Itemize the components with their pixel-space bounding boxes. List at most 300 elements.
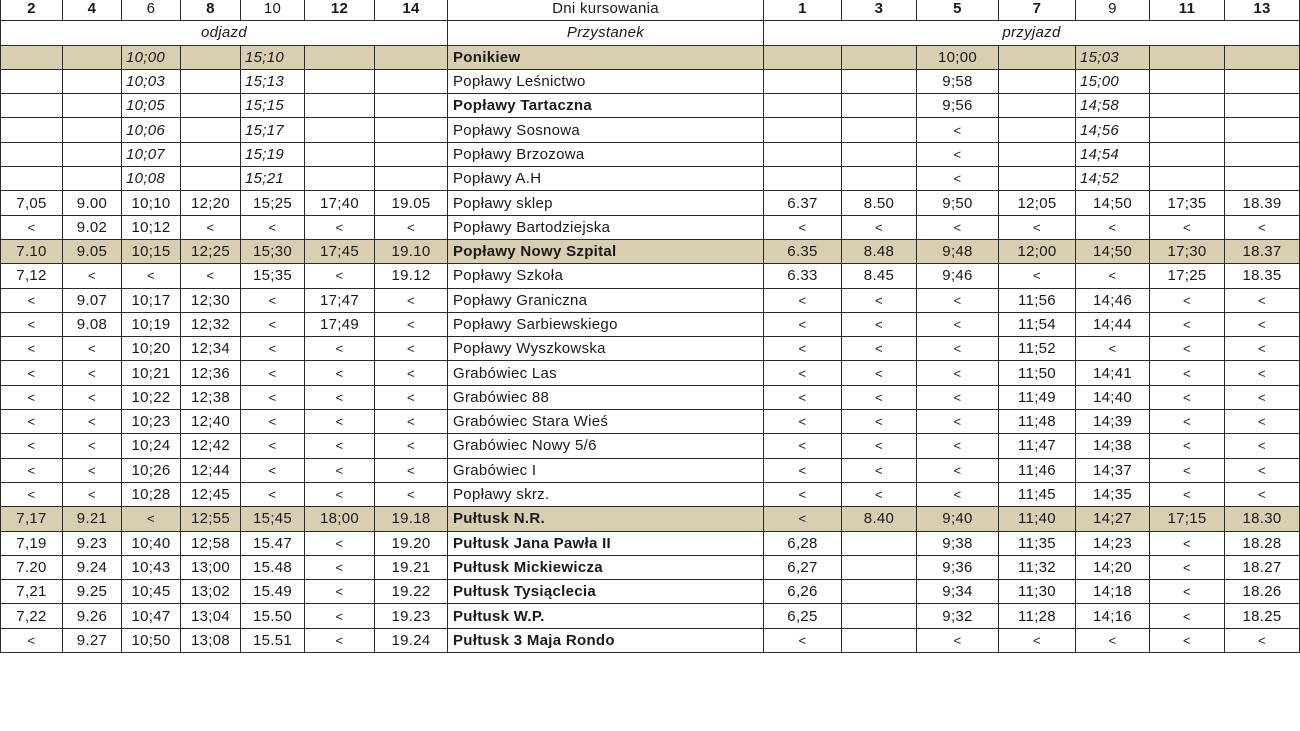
departure-time-cell: 10;45 xyxy=(122,580,181,604)
table-row xyxy=(1,458,1300,482)
departure-label: odjazd xyxy=(1,21,448,45)
departure-time-cell: < xyxy=(375,288,448,312)
departure-time-cell: < xyxy=(63,410,122,434)
arrival-time-cell xyxy=(999,45,1076,69)
arrival-time-cell: < xyxy=(1150,434,1225,458)
table-row xyxy=(1,288,1300,312)
arrival-time-cell: 9;32 xyxy=(917,604,999,628)
timetable-body xyxy=(1,0,1300,653)
departure-time-cell xyxy=(181,94,241,118)
departure-time-cell: 10;23 xyxy=(122,410,181,434)
arrival-time-cell: < xyxy=(1150,410,1225,434)
arrival-time-cell: < xyxy=(764,434,842,458)
departure-time-cell: < xyxy=(305,361,375,385)
table-row xyxy=(1,434,1300,458)
departure-time-cell: 12;25 xyxy=(181,239,241,263)
arrival-time-cell: < xyxy=(764,361,842,385)
arrival-time-cell: < xyxy=(842,288,917,312)
arrival-time-cell: < xyxy=(999,628,1076,652)
arrival-time-cell xyxy=(999,167,1076,191)
departure-time-cell: < xyxy=(1,628,63,652)
arrival-time-cell xyxy=(842,580,917,604)
arrival-time-cell: 17;35 xyxy=(1150,191,1225,215)
arrival-label: przyjazd xyxy=(764,21,1300,45)
departure-time-cell: 9.27 xyxy=(63,628,122,652)
arrival-time-cell: 9;50 xyxy=(917,191,999,215)
departure-time-cell: < xyxy=(375,361,448,385)
departure-time-cell: 12;55 xyxy=(181,507,241,531)
departure-time-cell: < xyxy=(305,434,375,458)
arrival-time-cell: 14;39 xyxy=(1076,410,1150,434)
departure-time-cell: 10;03 xyxy=(122,69,181,93)
departure-time-cell: < xyxy=(63,264,122,288)
stop-name: Popławy Sarbiewskiego xyxy=(448,312,764,336)
departure-time-cell: 7,12 xyxy=(1,264,63,288)
arrival-time-cell: 14;52 xyxy=(1076,167,1150,191)
arrival-time-cell: 14;27 xyxy=(1076,507,1150,531)
table-row xyxy=(1,312,1300,336)
arrival-time-cell: < xyxy=(1150,288,1225,312)
arrival-time-cell: 14;16 xyxy=(1076,604,1150,628)
departure-time-cell: < xyxy=(241,312,305,336)
arrival-time-cell xyxy=(842,604,917,628)
arrival-time-cell: < xyxy=(1225,337,1300,361)
departure-time-cell: 18;00 xyxy=(305,507,375,531)
departure-time-cell: < xyxy=(305,482,375,506)
stop-column-label: Przystanek xyxy=(448,21,764,45)
departure-time-cell: < xyxy=(63,361,122,385)
arrival-time-cell xyxy=(1150,118,1225,142)
departure-time-cell: 10;28 xyxy=(122,482,181,506)
arrival-time-cell: 18.30 xyxy=(1225,507,1300,531)
arrival-time-cell xyxy=(999,142,1076,166)
departure-time-cell: 12;40 xyxy=(181,410,241,434)
departure-time-cell: 15.48 xyxy=(241,555,305,579)
arrival-time-cell: 18.27 xyxy=(1225,555,1300,579)
arrival-time-cell: 18.37 xyxy=(1225,239,1300,263)
departure-time-cell: 19.05 xyxy=(375,191,448,215)
arrival-time-cell: < xyxy=(764,482,842,506)
arrival-time-cell: < xyxy=(842,312,917,336)
departure-time-cell: < xyxy=(1,482,63,506)
arrival-time-cell: 11;49 xyxy=(999,385,1076,409)
arrival-time-cell: < xyxy=(764,458,842,482)
arrival-time-cell: 9;34 xyxy=(917,580,999,604)
arrival-time-cell: < xyxy=(1150,458,1225,482)
departure-time-cell: 10;15 xyxy=(122,239,181,263)
stop-name: Popławy Brzozowa xyxy=(448,142,764,166)
arrival-time-cell: < xyxy=(1150,555,1225,579)
arrival-time-cell: 14;35 xyxy=(1076,482,1150,506)
departure-time-cell: 7,05 xyxy=(1,191,63,215)
departure-time-cell: < xyxy=(305,555,375,579)
departure-time-cell: < xyxy=(241,288,305,312)
course-number: 9 xyxy=(1076,0,1150,21)
departure-time-cell: < xyxy=(63,434,122,458)
arrival-time-cell xyxy=(1225,69,1300,93)
departure-time-cell: 7.20 xyxy=(1,555,63,579)
departure-time-cell: 10;26 xyxy=(122,458,181,482)
departure-time-cell: 10;24 xyxy=(122,434,181,458)
arrival-time-cell: < xyxy=(764,410,842,434)
arrival-time-cell xyxy=(842,45,917,69)
arrival-time-cell xyxy=(1225,118,1300,142)
arrival-time-cell xyxy=(764,94,842,118)
stop-name: Popławy Wyszkowska xyxy=(448,337,764,361)
departure-time-cell: 10;22 xyxy=(122,385,181,409)
arrival-time-cell xyxy=(764,45,842,69)
table-row xyxy=(1,142,1300,166)
arrival-time-cell: 12;05 xyxy=(999,191,1076,215)
departure-time-cell: < xyxy=(1,434,63,458)
stop-name: Grabówiec 88 xyxy=(448,385,764,409)
departure-time-cell xyxy=(181,142,241,166)
table-row xyxy=(1,337,1300,361)
arrival-time-cell: 14;44 xyxy=(1076,312,1150,336)
departure-time-cell: < xyxy=(375,312,448,336)
arrival-time-cell: < xyxy=(764,385,842,409)
departure-time-cell: 15;25 xyxy=(241,191,305,215)
arrival-time-cell: < xyxy=(917,385,999,409)
stop-name: Grabówiec Las xyxy=(448,361,764,385)
arrival-time-cell: 11;56 xyxy=(999,288,1076,312)
arrival-time-cell: < xyxy=(1225,361,1300,385)
departure-time-cell xyxy=(1,69,63,93)
arrival-time-cell xyxy=(842,69,917,93)
arrival-time-cell xyxy=(1225,94,1300,118)
departure-time-cell: 7,22 xyxy=(1,604,63,628)
arrival-time-cell: < xyxy=(842,361,917,385)
arrival-time-cell xyxy=(1150,94,1225,118)
departure-time-cell: 15;10 xyxy=(241,45,305,69)
arrival-time-cell xyxy=(842,555,917,579)
departure-time-cell: < xyxy=(241,385,305,409)
stop-name: Popławy Tartaczna xyxy=(448,94,764,118)
arrival-time-cell: 11;46 xyxy=(999,458,1076,482)
arrival-time-cell: 9;56 xyxy=(917,94,999,118)
departure-time-cell: 13;00 xyxy=(181,555,241,579)
arrival-time-cell: < xyxy=(917,361,999,385)
departure-time-cell: 12;58 xyxy=(181,531,241,555)
arrival-time-cell xyxy=(842,118,917,142)
departure-time-cell: < xyxy=(241,361,305,385)
departure-time-cell xyxy=(63,94,122,118)
course-number: 6 xyxy=(122,0,181,21)
departure-time-cell: 19.20 xyxy=(375,531,448,555)
departure-time-cell xyxy=(305,118,375,142)
arrival-time-cell: 15;00 xyxy=(1076,69,1150,93)
departure-time-cell: < xyxy=(241,337,305,361)
departure-time-cell: 15;13 xyxy=(241,69,305,93)
arrival-time-cell xyxy=(764,69,842,93)
departure-time-cell: 9.07 xyxy=(63,288,122,312)
arrival-time-cell xyxy=(842,142,917,166)
arrival-time-cell: 14;54 xyxy=(1076,142,1150,166)
departure-time-cell: 15;21 xyxy=(241,167,305,191)
departure-time-cell: 15;30 xyxy=(241,239,305,263)
departure-time-cell xyxy=(63,142,122,166)
departure-time-cell: 17;47 xyxy=(305,288,375,312)
departure-time-cell: 10;47 xyxy=(122,604,181,628)
departure-time-cell: 17;49 xyxy=(305,312,375,336)
stop-name: Grabówiec Nowy 5/6 xyxy=(448,434,764,458)
arrival-time-cell: < xyxy=(764,628,842,652)
departure-time-cell: < xyxy=(181,215,241,239)
departure-time-cell: 15;17 xyxy=(241,118,305,142)
arrival-time-cell: < xyxy=(1150,531,1225,555)
arrival-time-cell: < xyxy=(1225,410,1300,434)
departure-time-cell: < xyxy=(305,580,375,604)
departure-time-cell: 15.51 xyxy=(241,628,305,652)
departure-time-cell: 10;20 xyxy=(122,337,181,361)
table-row xyxy=(1,482,1300,506)
stop-name: Popławy Leśnictwo xyxy=(448,69,764,93)
arrival-time-cell: < xyxy=(1150,312,1225,336)
arrival-time-cell: 18.39 xyxy=(1225,191,1300,215)
arrival-time-cell: 6,28 xyxy=(764,531,842,555)
stop-name: Popławy Szkoła xyxy=(448,264,764,288)
table-row xyxy=(1,118,1300,142)
arrival-time-cell: 11;40 xyxy=(999,507,1076,531)
departure-time-cell: 15;19 xyxy=(241,142,305,166)
departure-time-cell xyxy=(305,94,375,118)
departure-time-cell: < xyxy=(1,215,63,239)
table-row xyxy=(1,628,1300,652)
arrival-time-cell: 14;18 xyxy=(1076,580,1150,604)
departure-time-cell: < xyxy=(305,385,375,409)
departure-time-cell: 15;35 xyxy=(241,264,305,288)
departure-time-cell: 12;20 xyxy=(181,191,241,215)
arrival-time-cell: < xyxy=(842,482,917,506)
departure-time-cell xyxy=(375,118,448,142)
stop-name: Popławy Nowy Szpital xyxy=(448,239,764,263)
arrival-time-cell: < xyxy=(842,458,917,482)
departure-time-cell: < xyxy=(1,337,63,361)
arrival-time-cell: < xyxy=(917,482,999,506)
departure-time-cell: 9.08 xyxy=(63,312,122,336)
arrival-time-cell: < xyxy=(1150,604,1225,628)
departure-time-cell: 10;19 xyxy=(122,312,181,336)
arrival-time-cell: 11;28 xyxy=(999,604,1076,628)
arrival-time-cell: < xyxy=(1150,628,1225,652)
departure-time-cell: < xyxy=(63,337,122,361)
departure-time-cell: 19.23 xyxy=(375,604,448,628)
arrival-time-cell: < xyxy=(1150,385,1225,409)
departure-time-cell: 9.21 xyxy=(63,507,122,531)
departure-time-cell: 15;45 xyxy=(241,507,305,531)
departure-time-cell xyxy=(1,45,63,69)
course-number: 12 xyxy=(305,0,375,21)
departure-time-cell: < xyxy=(241,215,305,239)
arrival-time-cell: < xyxy=(764,312,842,336)
departure-time-cell: < xyxy=(375,482,448,506)
arrival-time-cell: 11;35 xyxy=(999,531,1076,555)
course-number: 1 xyxy=(764,0,842,21)
table-row xyxy=(1,215,1300,239)
departure-time-cell: < xyxy=(305,458,375,482)
departure-time-cell: < xyxy=(1,385,63,409)
arrival-time-cell: 11;47 xyxy=(999,434,1076,458)
arrival-time-cell: 6,25 xyxy=(764,604,842,628)
arrival-time-cell xyxy=(1225,142,1300,166)
arrival-time-cell: 9;36 xyxy=(917,555,999,579)
departure-time-cell: < xyxy=(122,507,181,531)
departure-time-cell: < xyxy=(1,410,63,434)
departure-time-cell: < xyxy=(1,458,63,482)
course-number-row xyxy=(1,0,1300,21)
arrival-time-cell: < xyxy=(917,337,999,361)
arrival-time-cell: 11;52 xyxy=(999,337,1076,361)
arrival-time-cell: < xyxy=(917,215,999,239)
departure-time-cell: 7,21 xyxy=(1,580,63,604)
arrival-time-cell: < xyxy=(1225,458,1300,482)
arrival-time-cell: < xyxy=(764,215,842,239)
departure-time-cell xyxy=(181,118,241,142)
departure-time-cell: 10;07 xyxy=(122,142,181,166)
departure-time-cell xyxy=(375,142,448,166)
departure-time-cell: 10;40 xyxy=(122,531,181,555)
departure-time-cell: 13;08 xyxy=(181,628,241,652)
departure-time-cell: 10;21 xyxy=(122,361,181,385)
departure-time-cell: < xyxy=(375,215,448,239)
stop-name: Pułtusk Tysiąclecia xyxy=(448,580,764,604)
departure-time-cell: < xyxy=(305,215,375,239)
arrival-time-cell: < xyxy=(842,410,917,434)
arrival-time-cell xyxy=(1225,45,1300,69)
course-number: 3 xyxy=(842,0,917,21)
departure-time-cell: < xyxy=(305,410,375,434)
arrival-time-cell: 8.40 xyxy=(842,507,917,531)
arrival-time-cell: < xyxy=(917,288,999,312)
course-number: 2 xyxy=(1,0,63,21)
arrival-time-cell: 14;20 xyxy=(1076,555,1150,579)
arrival-time-cell: < xyxy=(917,118,999,142)
departure-time-cell: < xyxy=(122,264,181,288)
course-number: 8 xyxy=(181,0,241,21)
departure-time-cell xyxy=(181,45,241,69)
arrival-time-cell: 17;15 xyxy=(1150,507,1225,531)
departure-time-cell: 13;04 xyxy=(181,604,241,628)
arrival-time-cell: < xyxy=(764,507,842,531)
departure-time-cell xyxy=(305,142,375,166)
departure-time-cell xyxy=(305,45,375,69)
table-row xyxy=(1,580,1300,604)
arrival-time-cell: < xyxy=(1150,337,1225,361)
departure-time-cell: 9.02 xyxy=(63,215,122,239)
departure-time-cell: 12;36 xyxy=(181,361,241,385)
departure-time-cell: 10;43 xyxy=(122,555,181,579)
departure-time-cell: 15;15 xyxy=(241,94,305,118)
arrival-time-cell: 9;38 xyxy=(917,531,999,555)
direction-label-row xyxy=(1,21,1300,45)
arrival-time-cell xyxy=(842,531,917,555)
departure-time-cell: 12;38 xyxy=(181,385,241,409)
departure-time-cell xyxy=(375,167,448,191)
departure-time-cell xyxy=(375,94,448,118)
arrival-time-cell: < xyxy=(764,288,842,312)
table-row xyxy=(1,507,1300,531)
arrival-time-cell: < xyxy=(917,628,999,652)
arrival-time-cell: 18.25 xyxy=(1225,604,1300,628)
arrival-time-cell xyxy=(764,118,842,142)
arrival-time-cell: 6.37 xyxy=(764,191,842,215)
departure-time-cell: < xyxy=(375,385,448,409)
course-number: 13 xyxy=(1225,0,1300,21)
course-number: 4 xyxy=(63,0,122,21)
arrival-time-cell: < xyxy=(917,410,999,434)
arrival-time-cell: < xyxy=(1225,215,1300,239)
arrival-time-cell: 10;00 xyxy=(917,45,999,69)
arrival-time-cell: 11;50 xyxy=(999,361,1076,385)
course-number: 5 xyxy=(917,0,999,21)
departure-time-cell: < xyxy=(305,604,375,628)
arrival-time-cell: 14;23 xyxy=(1076,531,1150,555)
departure-time-cell xyxy=(1,142,63,166)
arrival-time-cell: < xyxy=(999,264,1076,288)
arrival-time-cell: 14;37 xyxy=(1076,458,1150,482)
departure-time-cell: 10;17 xyxy=(122,288,181,312)
stop-name: Popławy Bartodziejska xyxy=(448,215,764,239)
departure-time-cell: < xyxy=(1,288,63,312)
arrival-time-cell xyxy=(1225,167,1300,191)
arrival-time-cell: < xyxy=(1225,434,1300,458)
arrival-time-cell: < xyxy=(1076,215,1150,239)
arrival-time-cell: 18.28 xyxy=(1225,531,1300,555)
arrival-time-cell: < xyxy=(999,215,1076,239)
arrival-time-cell: 9;58 xyxy=(917,69,999,93)
arrival-time-cell: 14;40 xyxy=(1076,385,1150,409)
arrival-time-cell: 11;30 xyxy=(999,580,1076,604)
arrival-time-cell: 12;00 xyxy=(999,239,1076,263)
arrival-time-cell: < xyxy=(917,434,999,458)
arrival-time-cell xyxy=(842,167,917,191)
departure-time-cell xyxy=(1,118,63,142)
table-row xyxy=(1,410,1300,434)
course-number: 10 xyxy=(241,0,305,21)
departure-time-cell: 12;32 xyxy=(181,312,241,336)
arrival-time-cell xyxy=(1150,142,1225,166)
departure-time-cell: 19.24 xyxy=(375,628,448,652)
arrival-time-cell: 8.45 xyxy=(842,264,917,288)
stop-name: Popławy skrz. xyxy=(448,482,764,506)
departure-time-cell: < xyxy=(63,385,122,409)
arrival-time-cell xyxy=(999,69,1076,93)
departure-time-cell: 19.12 xyxy=(375,264,448,288)
arrival-time-cell: 11;48 xyxy=(999,410,1076,434)
table-row xyxy=(1,94,1300,118)
arrival-time-cell: < xyxy=(1225,288,1300,312)
stop-name: Pułtusk Mickiewicza xyxy=(448,555,764,579)
departure-time-cell xyxy=(305,167,375,191)
arrival-time-cell: 14;46 xyxy=(1076,288,1150,312)
arrival-time-cell xyxy=(1150,69,1225,93)
departure-time-cell: < xyxy=(63,482,122,506)
departure-time-cell xyxy=(375,45,448,69)
table-row xyxy=(1,69,1300,93)
arrival-time-cell: 6.35 xyxy=(764,239,842,263)
departure-time-cell: 17;45 xyxy=(305,239,375,263)
departure-time-cell: 9.00 xyxy=(63,191,122,215)
arrival-time-cell: 9;40 xyxy=(917,507,999,531)
stop-name: Popławy A.H xyxy=(448,167,764,191)
departure-time-cell: 15.47 xyxy=(241,531,305,555)
departure-time-cell: < xyxy=(241,482,305,506)
arrival-time-cell: < xyxy=(917,312,999,336)
course-number: 7 xyxy=(999,0,1076,21)
arrival-time-cell: < xyxy=(842,215,917,239)
arrival-time-cell: 6,26 xyxy=(764,580,842,604)
arrival-time-cell: 18.35 xyxy=(1225,264,1300,288)
